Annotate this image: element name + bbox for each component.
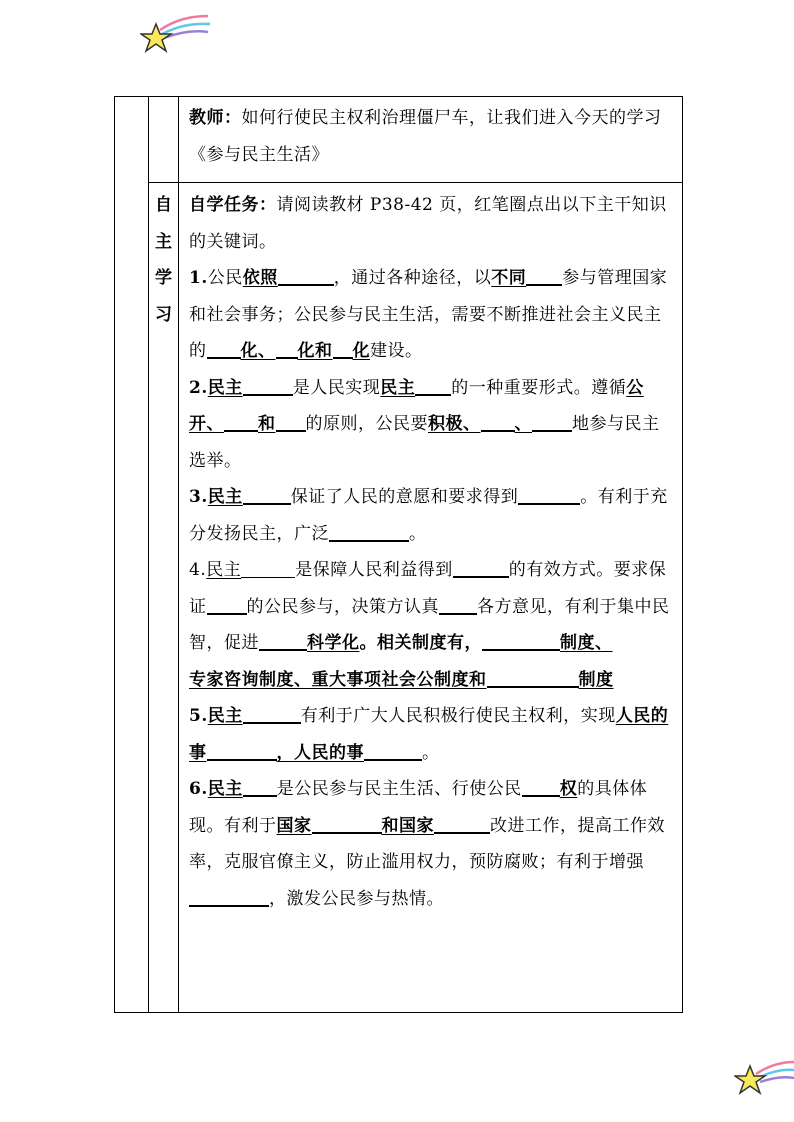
blank[interactable]	[243, 481, 291, 505]
blank[interactable]	[243, 700, 301, 724]
blank[interactable]	[207, 737, 277, 761]
blank[interactable]	[434, 810, 490, 834]
shooting-star-bottom-icon	[734, 1054, 794, 1100]
blank[interactable]	[453, 554, 509, 578]
blank[interactable]	[482, 627, 560, 651]
content-cell	[179, 183, 683, 1013]
blank[interactable]	[333, 335, 353, 359]
blank[interactable]	[278, 262, 334, 286]
task-paragraph: 自学任务：请阅读教材 P38-42 页，红笔圈点出以下主干知识的关键词。	[189, 195, 667, 252]
blank[interactable]	[224, 408, 258, 432]
section-label: 自 主 学 习	[155, 195, 172, 325]
label-cell-empty	[149, 97, 179, 183]
blank[interactable]	[522, 773, 560, 797]
blank[interactable]	[532, 408, 572, 432]
item-2: 2.民主 是人民实现民主 的一种重要形式。遵循公开、 和 的原则，公民要积极、 、 地参与民主选举。	[189, 370, 676, 480]
blank[interactable]	[276, 335, 298, 359]
blank[interactable]	[415, 372, 451, 396]
teacher-text: 如何行使民主权利治理僵尸车，让我们进入今天的学习《参与民主生活》	[189, 108, 662, 165]
item-1: 1.公民依照 ，通过各种途径，以不同 参与管理国家和社会事务；公民参与民主生活，需要不断推进社会主义民主的 化、 化和 化建设。	[189, 260, 676, 370]
item-4: 4.民主 是保障人民利益得到 的有效方式。要求保证 的公民参与，决策方认真 各方意见，有利于集中民智，促进 科学化。相关制度有， 制度、 专家咨询制度、重大事项社会公制度和 制度	[189, 552, 676, 698]
worksheet-table	[114, 96, 683, 1013]
blank[interactable]	[241, 555, 295, 578]
shooting-star-top-icon	[140, 10, 212, 58]
blank[interactable]	[189, 883, 269, 907]
blank[interactable]	[243, 773, 277, 797]
blank[interactable]	[312, 810, 382, 834]
blank[interactable]	[243, 372, 293, 396]
item-6: 6.民主 是公民参与民主生活、行使公民 权的具体体现。有利于国家 和国家 改进工作，提高工作效率，克服官僚主义，防止滥用权力，预防腐败；有利于增强，激发公民参与热情。	[189, 771, 676, 917]
blank[interactable]	[276, 408, 306, 432]
blank[interactable]	[207, 591, 247, 615]
blank[interactable]	[439, 591, 477, 615]
side-cell	[115, 97, 149, 1013]
blank[interactable]	[518, 481, 580, 505]
intro-cell	[179, 97, 683, 183]
item-3: 3.民主 保证了人民的意愿和要求得到 。有利于充分发扬民主，广泛 。	[189, 479, 676, 552]
blank[interactable]	[207, 335, 241, 359]
blank[interactable]	[259, 627, 307, 651]
teacher-label: 教师：	[189, 108, 242, 128]
item-5: 5.民主 有利于广大人民积极行使民主权利，实现人民的事 ，人民的事 。	[189, 698, 676, 771]
blank[interactable]	[364, 737, 422, 761]
blank[interactable]	[481, 408, 515, 432]
blank[interactable]	[329, 518, 409, 542]
blank[interactable]	[526, 262, 562, 286]
blank[interactable]	[487, 664, 579, 688]
section-label-cell	[149, 183, 179, 1013]
